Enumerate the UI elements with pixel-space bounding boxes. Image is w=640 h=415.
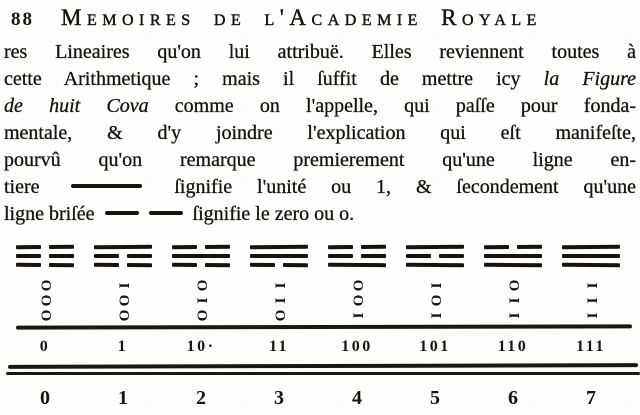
broken-line-glyph — [105, 211, 139, 215]
trigram-line-segment — [361, 254, 386, 258]
trigram-line-segment — [49, 263, 74, 267]
cova-column — [172, 245, 230, 322]
body-run: ſignifie l'unité ou 1, & ſecondement qu'une — [149, 176, 636, 198]
binary-value: 0 — [39, 337, 51, 355]
trigram-line-solid — [484, 254, 542, 258]
trigram-line-segment — [328, 245, 353, 249]
trigram-line-solid — [328, 263, 386, 267]
body-line — [4, 66, 636, 93]
body-run: tiere — [4, 176, 65, 198]
vertical-binary-digit: O — [115, 294, 132, 307]
binary-value: 111 — [576, 337, 606, 355]
vertical-binary-digit: I — [349, 312, 366, 319]
trigram-line-segment — [439, 254, 464, 258]
decimal-value: 6 — [508, 387, 518, 409]
body-line — [4, 39, 636, 66]
vertical-binary-number — [406, 279, 464, 322]
trigram-line-segment — [250, 263, 275, 267]
decimal-row — [6, 387, 636, 411]
vertical-binary-digit: O — [37, 294, 54, 307]
trigram-line-segment — [205, 245, 230, 249]
binary-value: 10· — [186, 337, 216, 355]
trigram-line-segment — [172, 245, 197, 249]
cova-column — [16, 245, 74, 322]
solid-line-glyph — [71, 184, 142, 188]
trigram-line-segment — [127, 254, 152, 258]
decimal-value: 7 — [586, 387, 596, 409]
trigram-row — [6, 245, 636, 322]
cova-column — [484, 245, 542, 322]
vertical-binary-digit: I — [583, 312, 600, 319]
trigram-line-segment — [205, 263, 230, 267]
trigram — [250, 245, 308, 267]
vertical-binary-digit: O — [37, 309, 54, 322]
trigram-line-segment — [172, 263, 197, 267]
binary-value: 11 — [268, 337, 290, 355]
decimal-value: 5 — [430, 387, 440, 409]
trigram-line-solid — [250, 254, 308, 258]
body-line — [4, 93, 636, 120]
trigram-line-solid — [562, 254, 620, 258]
vertical-binary-digit: I — [505, 297, 522, 304]
vertical-binary-digit: I — [427, 312, 444, 319]
trigram-line-segment — [94, 254, 119, 258]
trigram — [94, 245, 152, 267]
binary-value: 1 — [117, 337, 129, 355]
trigram — [16, 245, 74, 267]
trigram — [328, 245, 386, 267]
trigram-line-segment — [16, 263, 41, 267]
trigram-line-segment — [406, 254, 431, 258]
trigram-line-broken — [406, 254, 464, 258]
page-number: 88 — [11, 9, 34, 30]
trigram-line-broken — [94, 254, 152, 258]
table-rule-double — [4, 364, 636, 376]
cova-table — [4, 245, 636, 411]
vertical-binary-digit: I — [583, 282, 600, 289]
cova-column — [94, 245, 152, 322]
vertical-binary-digit: O — [427, 294, 444, 307]
trigram — [172, 245, 230, 267]
trigram — [406, 245, 464, 267]
vertical-binary-digit: O — [193, 309, 210, 322]
body-run: mentale, & d'y joindre l'explication qui eſt manifeſte, — [4, 122, 636, 144]
vertical-binary-number — [172, 279, 230, 322]
vertical-binary-digit: O — [349, 279, 366, 292]
body-run: ſignifie le zero ou o. — [187, 203, 355, 225]
body-line — [4, 147, 636, 174]
cova-column — [250, 245, 308, 322]
trigram-line-solid — [562, 245, 620, 250]
vertical-binary-number — [94, 279, 152, 322]
body-run: pourvû qu'on remarque premierement qu'une ligne en- — [4, 149, 636, 171]
trigram-line-segment — [127, 263, 152, 267]
vertical-binary-digit: O — [193, 279, 210, 292]
running-head — [4, 5, 636, 35]
vertical-binary-number — [328, 279, 386, 322]
cova-column — [406, 245, 464, 322]
vertical-binary-digit: O — [37, 279, 54, 292]
table-rule-top — [16, 324, 632, 329]
trigram-line-solid — [406, 245, 464, 250]
vertical-binary-digit: I — [115, 282, 132, 289]
trigram-line-segment — [49, 254, 74, 258]
trigram-line-segment — [328, 254, 353, 258]
trigram-line-broken — [16, 254, 74, 258]
table-rule-line — [8, 363, 638, 368]
trigram-line-broken — [94, 263, 152, 267]
trigram-line-segment — [283, 263, 308, 267]
binary-value: 101 — [419, 337, 451, 355]
body-run-italic: la Figure — [543, 68, 637, 90]
body-run: comme on l'appelle, qui paſſe pour fonda- — [148, 95, 636, 117]
trigram — [484, 245, 542, 267]
decimal-value: 2 — [196, 387, 206, 409]
decimal-value: 3 — [274, 387, 284, 409]
trigram-line-segment — [517, 245, 542, 249]
trigram-line-segment — [94, 263, 119, 267]
body-run-italic: de huit Cova — [4, 95, 149, 117]
vertical-binary-digit: I — [427, 282, 444, 289]
vertical-binary-number — [250, 279, 308, 322]
trigram — [562, 245, 620, 267]
vertical-binary-number — [16, 279, 74, 322]
cova-column — [328, 245, 386, 322]
trigram-line-solid — [562, 263, 620, 267]
trigram-line-broken — [328, 254, 386, 258]
trigram-line-solid — [484, 263, 542, 267]
trigram-line-solid — [172, 254, 230, 258]
trigram-line-broken — [16, 245, 74, 250]
vertical-binary-digit: I — [505, 312, 522, 319]
vertical-binary-digit: I — [193, 297, 210, 304]
trigram-line-segment — [16, 245, 41, 249]
trigram-line-broken — [484, 245, 542, 250]
trigram-line-solid — [250, 245, 308, 250]
trigram-line-broken — [16, 263, 74, 267]
body-run: cette Arithmetique ; mais il ſuffit de mettre icy — [4, 68, 544, 90]
trigram-line-broken — [328, 245, 386, 250]
body-paragraph — [4, 39, 636, 228]
decimal-value: 0 — [40, 387, 50, 409]
binary-value: 110 — [497, 337, 529, 355]
binary-value: 100 — [341, 337, 373, 355]
vertical-binary-digit: O — [505, 279, 522, 292]
trigram-line-segment — [16, 254, 41, 258]
body-line — [4, 201, 636, 228]
table-rule-line — [6, 372, 640, 375]
trigram-line-broken — [172, 263, 230, 267]
journal-title: Memoires de l'Academie Royale — [61, 5, 542, 30]
vertical-binary-number — [484, 279, 542, 322]
trigram-line-solid — [406, 263, 464, 267]
binary-row — [6, 338, 636, 356]
decimal-value: 1 — [118, 387, 128, 409]
body-run: ligne briſée — [4, 203, 100, 225]
trigram-line-broken — [250, 263, 308, 267]
body-run: res Lineaires qu'on lui attribuë. Elles reviennent toutes à — [4, 41, 636, 63]
trigram-line-broken — [172, 245, 230, 250]
vertical-binary-digit: I — [583, 297, 600, 304]
trigram-line-segment — [484, 245, 509, 249]
vertical-binary-digit: O — [349, 294, 366, 307]
body-line — [4, 174, 636, 201]
broken-line-glyph — [149, 211, 183, 215]
vertical-binary-digit: I — [271, 282, 288, 289]
trigram-line-solid — [94, 245, 152, 250]
cova-column — [562, 245, 620, 322]
body-line — [4, 120, 636, 147]
vertical-binary-digit: I — [271, 297, 288, 304]
vertical-binary-digit: O — [115, 309, 132, 322]
trigram-line-segment — [49, 245, 74, 249]
vertical-binary-digit: O — [271, 309, 288, 322]
trigram-line-segment — [361, 245, 386, 249]
decimal-value: 4 — [352, 387, 362, 409]
vertical-binary-number — [562, 279, 620, 322]
